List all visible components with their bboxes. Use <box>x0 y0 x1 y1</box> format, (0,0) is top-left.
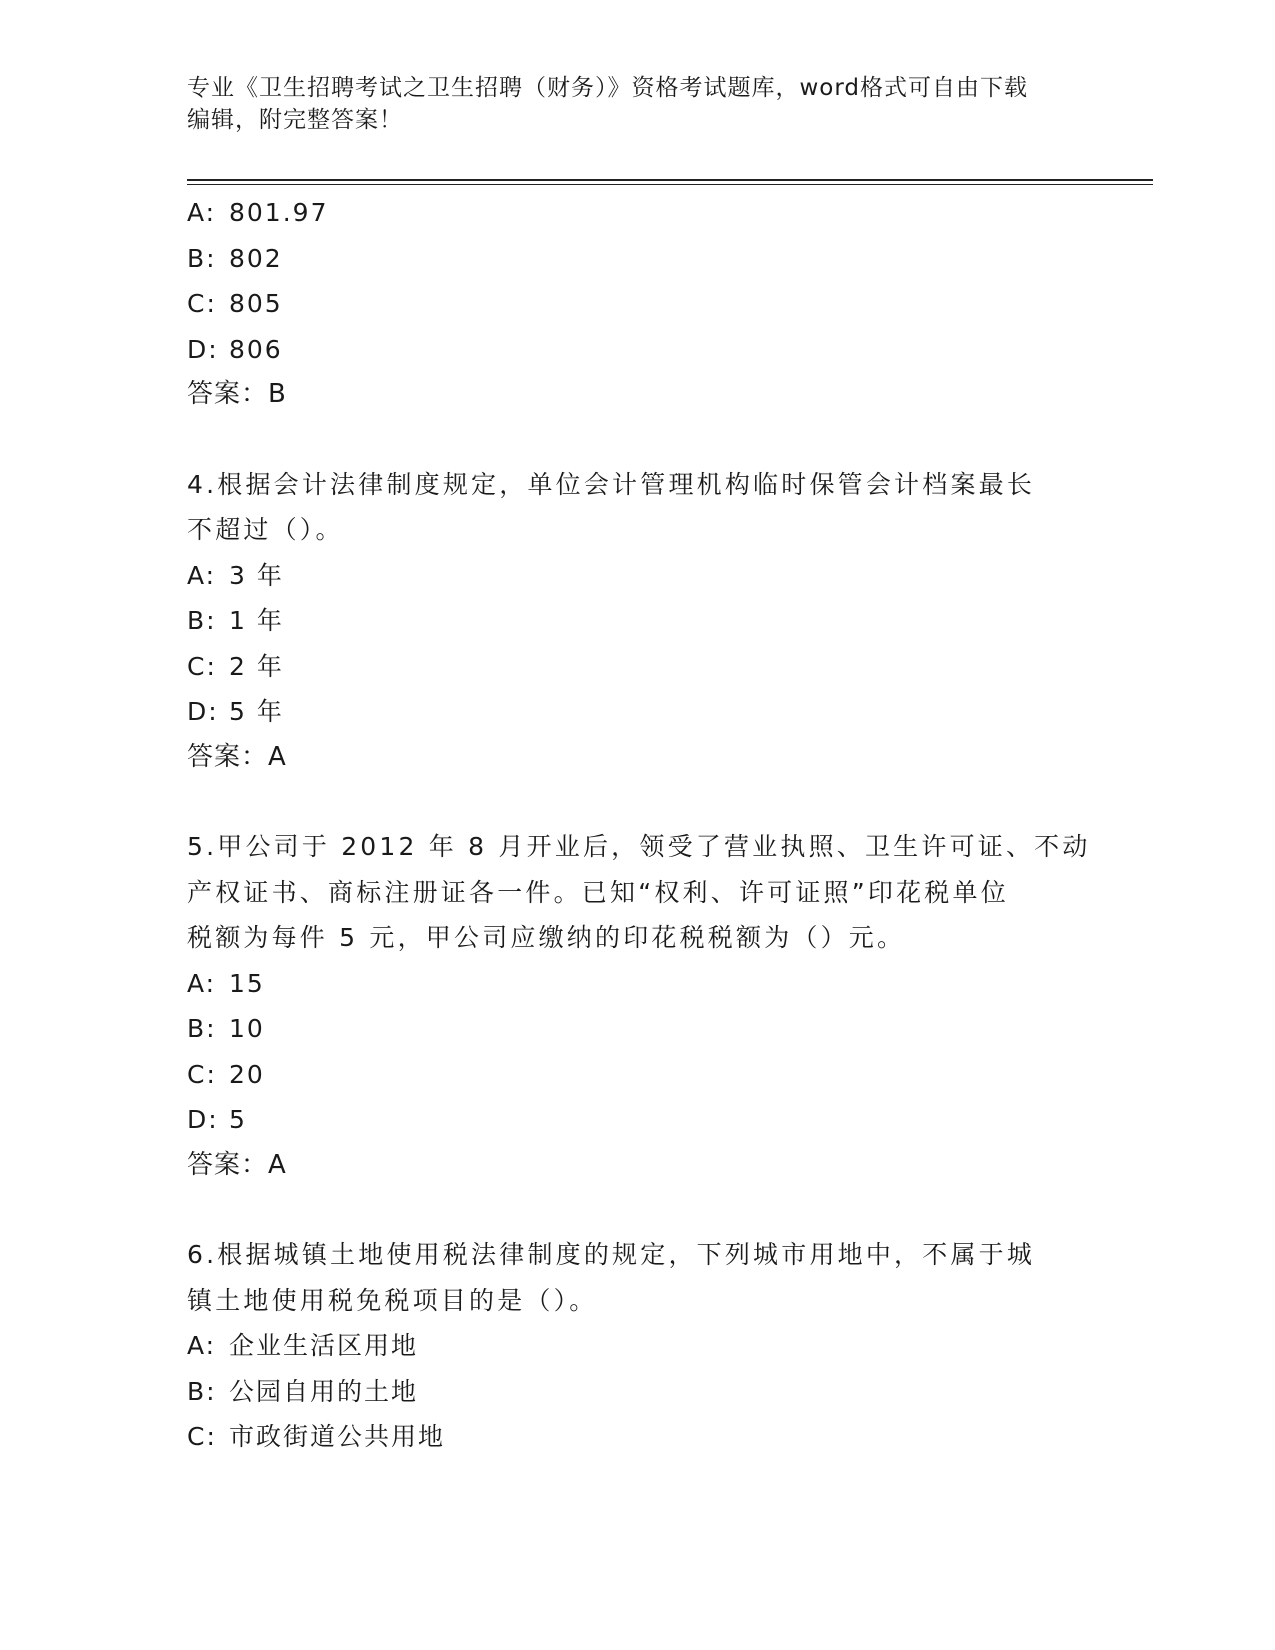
question-text: 镇土地使用税免税项目的是（）。 <box>187 1285 598 1315</box>
header-divider-thin <box>187 184 1153 185</box>
question-text: 5.甲公司于 2012 年 8 月开业后，领受了营业执照、卫生许可证、不动 <box>187 832 1091 861</box>
option-c: C: 20 <box>187 1059 265 1089</box>
question-text: 不超过（）。 <box>187 515 344 544</box>
option-c: C: 805 <box>187 289 283 318</box>
question-6 <box>187 1232 1087 1460</box>
option-d: D: 806 <box>187 334 283 364</box>
header-line-2: 编辑，附完整答案！ <box>187 107 403 133</box>
question-4 <box>187 462 1087 781</box>
option-d: D: 5 <box>187 1105 247 1134</box>
document-header <box>187 72 1087 136</box>
spacer <box>187 418 1087 462</box>
question-text: 4.根据会计法律制度规定，单位会计管理机构临时保管会计档案最长 <box>187 469 1036 499</box>
option-c: C: 2 年 <box>187 651 284 681</box>
question-5 <box>187 824 1091 1188</box>
option-a: A: 3 年 <box>187 560 284 590</box>
question-text: 税额为每件 5 元，甲公司应缴纳的印花税税额为（）元。 <box>187 923 906 952</box>
header-divider-thick <box>187 179 1153 181</box>
question-list <box>187 190 1091 1460</box>
option-c: C: 市政街道公共用地 <box>187 1422 446 1451</box>
header-line-1: 专业《卫生招聘考试之卫生招聘（财务）》资格考试题库，word格式可自由下载 <box>187 75 1029 101</box>
option-b: B: 1 年 <box>187 606 284 635</box>
question-3 <box>187 190 1087 418</box>
spacer <box>187 780 1087 824</box>
answer-text: 答案：B <box>187 379 287 409</box>
option-a: A: 15 <box>187 968 265 998</box>
answer-text: 答案：A <box>187 741 287 772</box>
question-text: 产权证书、商标注册证各一件。已知“权利、许可证照”印花税单位 <box>187 877 1009 907</box>
option-a: A: 企业生活区用地 <box>187 1331 419 1360</box>
option-a: A: 801.97 <box>187 198 329 227</box>
option-b: B: 公园自用的土地 <box>187 1376 419 1406</box>
option-b: B: 802 <box>187 243 283 273</box>
option-b: B: 10 <box>187 1014 265 1043</box>
answer-text: 答案：A <box>187 1149 287 1180</box>
question-text: 6.根据城镇土地使用税法律制度的规定，下列城市用地中，不属于城 <box>187 1240 1036 1269</box>
spacer <box>187 1188 1087 1232</box>
option-d: D: 5 年 <box>187 697 284 726</box>
